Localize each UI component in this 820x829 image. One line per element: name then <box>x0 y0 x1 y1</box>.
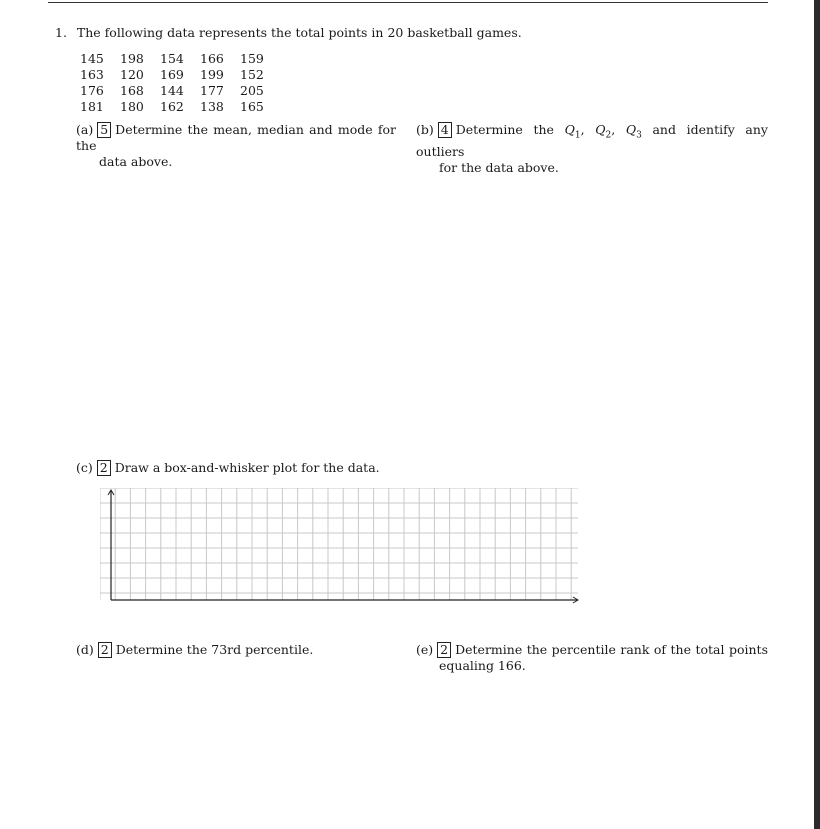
q2-symbol: Q <box>595 122 606 137</box>
table-cell: 166 <box>200 51 224 66</box>
table-cell: 205 <box>240 83 264 98</box>
q1-symbol: Q <box>564 122 575 137</box>
question-text: The following data represents the total points in 20 basketball games. <box>76 25 522 40</box>
part-a-text: Determine the mean, median and mode for the <box>76 122 396 153</box>
table-row <box>74 83 274 99</box>
table-cell: 144 <box>160 83 184 98</box>
table-cell: 162 <box>160 99 184 114</box>
part-e-marks: 2 <box>437 642 451 658</box>
question-stem <box>55 25 522 40</box>
table-cell: 198 <box>120 51 144 66</box>
part-b-label: (b) <box>416 122 434 137</box>
table-cell: 138 <box>200 99 224 114</box>
part-e <box>416 642 768 674</box>
part-a-marks: 5 <box>97 122 111 138</box>
part-d-text: Determine the 73rd percentile. <box>115 642 314 657</box>
part-a-label: (a) <box>76 122 94 137</box>
part-a-line1 <box>76 122 396 154</box>
part-e-label: (e) <box>416 642 434 657</box>
q2-subscript: 2 <box>605 130 612 141</box>
q3-subscript: 3 <box>636 130 642 141</box>
table-cell: 152 <box>240 67 264 82</box>
table-cell: 177 <box>200 83 224 98</box>
part-b <box>416 122 768 176</box>
part-c <box>76 460 380 476</box>
part-d-marks: 2 <box>98 642 112 658</box>
table-cell: 169 <box>160 67 184 82</box>
table-cell: 154 <box>160 51 184 66</box>
part-b-line1: (b) 4 Determine the $Q_1$, $Q_2$, $Q_3$ and identify any outliers <box>416 122 768 159</box>
part-e-line2: equaling 166. <box>439 658 526 673</box>
part-c-label: (c) <box>76 460 93 475</box>
table-row <box>74 67 274 83</box>
part-d-label: (d) <box>76 642 94 657</box>
table-cell: 181 <box>80 99 104 114</box>
q3-symbol: Q <box>625 122 637 137</box>
part-b-line2: for the data above. <box>439 159 559 175</box>
graph-grid <box>100 488 582 604</box>
table-cell: 145 <box>80 51 104 66</box>
part-a-line2: data above. <box>99 154 173 169</box>
table-row <box>74 51 274 67</box>
part-a <box>76 122 396 170</box>
part-c-text: Draw a box-and-whisker plot for the data. <box>114 460 380 475</box>
q1-subscript: 1 <box>574 130 581 141</box>
table-cell: 168 <box>120 83 144 98</box>
table-cell: 180 <box>120 99 144 114</box>
part-e-text: Determine the percentile rank of the total points <box>455 642 768 657</box>
part-d <box>76 642 313 658</box>
data-table <box>74 51 274 115</box>
top-rule <box>48 2 768 3</box>
part-e-line1 <box>416 642 768 658</box>
part-b-text-post: and identify any outliers <box>416 122 768 159</box>
table-cell: 199 <box>200 67 224 82</box>
question-number: 1. <box>55 25 67 40</box>
page-edge <box>814 0 820 829</box>
table-cell: 159 <box>240 51 264 66</box>
table-row <box>74 99 274 115</box>
part-b-text-pre: Determine the <box>455 122 554 137</box>
table-cell: 165 <box>240 99 264 114</box>
table-cell: 163 <box>80 67 104 82</box>
part-b-marks: 4 <box>438 122 452 138</box>
table-cell: 176 <box>80 83 104 98</box>
table-cell: 120 <box>120 67 144 82</box>
grid-lines <box>100 488 578 600</box>
part-c-marks: 2 <box>97 460 111 476</box>
